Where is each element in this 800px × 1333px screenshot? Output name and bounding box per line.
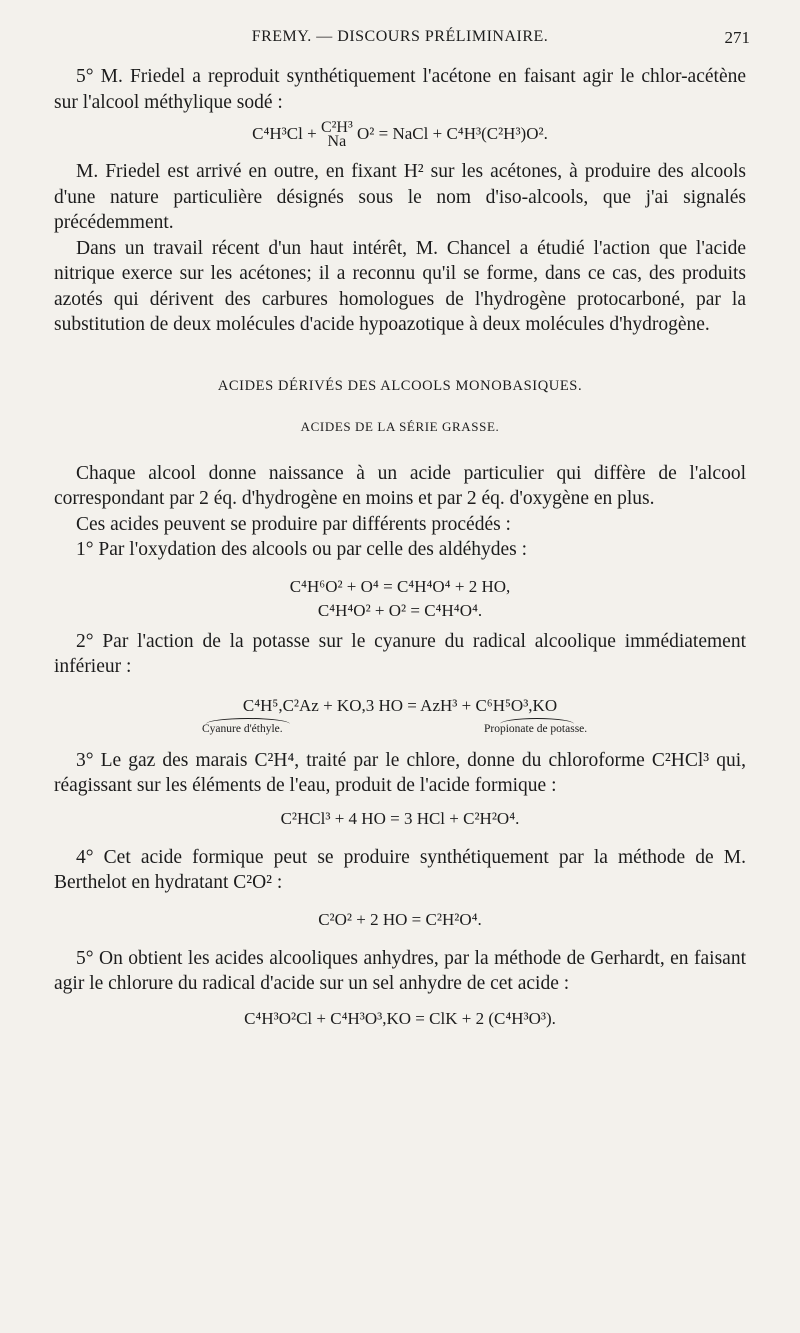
- subsection-heading: ACIDES DE LA SÉRIE GRASSE.: [300, 418, 500, 434]
- page-number: 271: [724, 28, 750, 47]
- paragraph-berthelot: 4° Cet acide formique peut se produire synthétiquement par la méthode de M. Berthelot en hydratant C²O² :: [54, 846, 746, 893]
- caption-potassium-propionate: Propionate de potasse.: [484, 722, 588, 735]
- formula-acetone-synthesis: [54, 121, 746, 149]
- paragraph-oxidation: 1° Par l'oxydation des alcools ou par celle des aldéhydes :: [76, 539, 528, 560]
- formula-captions: [54, 718, 746, 738]
- paragraph-gerhardt: 5° On obtient les acides alcooliques anhydres, par la méthode de Gerhardt, en faisant agir le chlorure du radical d'acide sur un sel anhydre de cet acide :: [54, 947, 746, 994]
- paragraph-procedures: Ces acides peuvent se produire par différents procédés :: [76, 513, 511, 535]
- page-body: [54, 64, 746, 1031]
- paragraph-potash-cyanide: 2° Par l'action de la potasse sur le cyanure du radical alcoolique immédiatement inférieur :: [54, 630, 746, 677]
- formula-hydration: C²O² + 2 HO = C²H²O⁴.: [318, 909, 482, 929]
- formula-cyanide: C⁴H⁵,C²Az + KO,3 HO = AzH³ + C⁶H⁵O³,KO: [242, 695, 558, 715]
- caption-ethyl-cyanide: Cyanure d'éthyle.: [202, 722, 283, 735]
- formula-formic-acid: C²HCl³ + 4 HO = 3 HCl + C²H²O⁴.: [280, 808, 520, 828]
- radical-top: C²H³: [320, 119, 353, 136]
- paragraph-iso-alcohols: M. Friedel est arrivé en outre, en fixant H² sur les acétones, à produire des alcools d'une nature particulière désignés sous le nom d'iso-alcools, que j'ai signalés précédemment.: [54, 161, 746, 233]
- paragraph-marsh-gas: 3° Le gaz des marais C²H⁴, traité par le chlore, donne du chloroforme C²HCl³ qui, réagissant sur les éléments de l'eau, produit de l'acide formique :: [54, 749, 746, 796]
- formula-oxidation-1: C⁴H⁶O² + O⁴ = C⁴H⁴O⁴ + 2 HO,: [289, 576, 511, 596]
- section-heading: ACIDES DÉRIVÉS DES ALCOOLS MONOBASIQUES.: [217, 377, 583, 394]
- formula-anhydride: C⁴H³O²Cl + C⁴H³O³,KO = ClK + 2 (C⁴H³O³).: [244, 1008, 556, 1028]
- paragraph-acid-definition: Chaque alcool donne naissance à un acide particulier qui diffère de l'alcool correspondant par 2 éq. d'hydrogène en moins et par 2 éq. d'oxygène en plus.: [54, 462, 746, 509]
- radical-bottom: Na: [327, 133, 347, 150]
- running-header: [50, 28, 750, 54]
- paragraph-friedel-acetone: 5° M. Friedel a reproduit synthétiquement l'acétone en faisant agir le chlor-acétène sur l'alcool méthylique sodé :: [54, 66, 746, 113]
- formula-oxidation-2: C⁴H⁴O² + O² = C⁴H⁴O⁴.: [317, 600, 483, 620]
- methyl-sodium-radical: [321, 121, 353, 149]
- formula-part: C⁴H³Cl +: [252, 123, 317, 143]
- running-title: FREMY. — DISCOURS PRÉLIMINAIRE.: [251, 28, 549, 45]
- formula-part: O² = NaCl + C⁴H³(C²H³)O².: [357, 123, 548, 143]
- paragraph-chancel: Dans un travail récent d'un haut intérêt, M. Chancel a étudié l'action que l'acide nitrique exerce sur les acétones; il a reconnu qu'il se forme, dans ce cas, des produits azotés qui dérivent des carbures homologues de l'hydrogène protocarboné, par la substitution de deux molécules d'acide hypoazotique à deux molécules d'hydrogène.: [54, 237, 746, 335]
